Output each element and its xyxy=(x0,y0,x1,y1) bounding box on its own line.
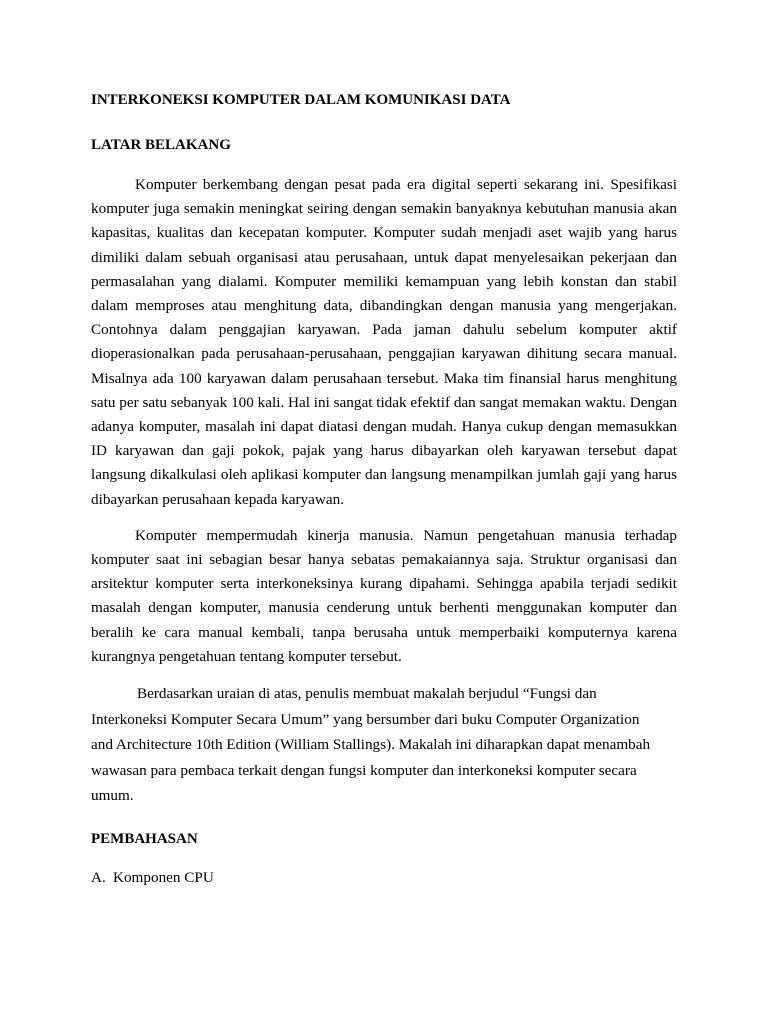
paragraph-3: Berdasarkan uraian di atas, penulis membuat makalah berjudul “Fungsi dan Interkoneksi Komputer Secara Umum” yang bersumber dari buku Computer Organization and Architecture 10th Edition (William Stallings). Makalah ini diharapkan dapat menambah wawasan para pembaca terkait dengan fungsi komputer dan interkoneksi komputer secara umum. xyxy=(91,685,651,805)
document-title: INTERKONEKSI KOMPUTER DALAM KOMUNIKASI DATA xyxy=(91,92,511,108)
section-heading-latar-belakang: LATAR BELAKANG xyxy=(91,137,231,153)
document-page xyxy=(91,90,677,888)
list-item-marker: A. xyxy=(91,868,106,886)
list-item-text: Komponen CPU xyxy=(113,868,214,886)
paragraph-2: Komputer mempermudah kinerja manusia. Namun pengetahuan manusia terhadap komputer saat ini sebagian besar hanya sebatas pemakaiannya saja. Struktur organisasi dan arsitektur komputer serta interkoneksinya kurang dipahami. Sehingga apabila terjadi sedikit masalah dengan komputer, manusia cenderung untuk berhenti menggunakan komputer dan beralih ke cara manual kembali, tanpa berusaha untuk memperbaiki komputernya karena kurangnya pengetahuan tentang komputer tersebut. xyxy=(91,526,677,665)
section-heading-pembahasan: PEMBAHASAN xyxy=(91,830,198,847)
paragraph-1: Komputer berkembang dengan pesat pada era digital seperti sekarang ini. Spesifikasi komputer juga semakin meningkat seiring dengan semakin banyaknya kebutuhan manusia akan kapasitas, kualitas dan kecepatan komputer. Komputer sudah menjadi aset wajib yang harus dimiliki dalam sebuah organisasi atau perusahaan, untuk dapat menyelesaikan pekerjaan dan permasalahan yang dialami. Komputer memiliki kemampuan yang lebih konstan dan stabil dalam memproses atau menghitung data, dibandingkan dengan manusia yang mengerjakan. Contohnya dalam penggajian karyawan. Pada jaman dahulu sebelum komputer aktif dioperasionalkan pada perusahaan-perusahaan, penggajian karyawan dihitung secara manual. Misalnya ada 100 karyawan dalam perusahaan tersebut. Maka tim finansial harus menghitung satu per satu sebanyak 100 kali. Hal ini sangat tidak efektif dan sangat memakan waktu. Dengan adanya komputer, masalah ini dapat diatasi dengan mudah. Hanya cukup dengan memasukkan ID karyawan dan gaji pokok, pajak yang harus dibayarkan oleh karyawan tersebut dapat langsung dikalkulasi oleh aplikasi komputer dan langsung menampilkan jumlah gaji yang harus dibayarkan perusahaan kepada karyawan. xyxy=(91,176,677,508)
list-item xyxy=(91,868,677,888)
